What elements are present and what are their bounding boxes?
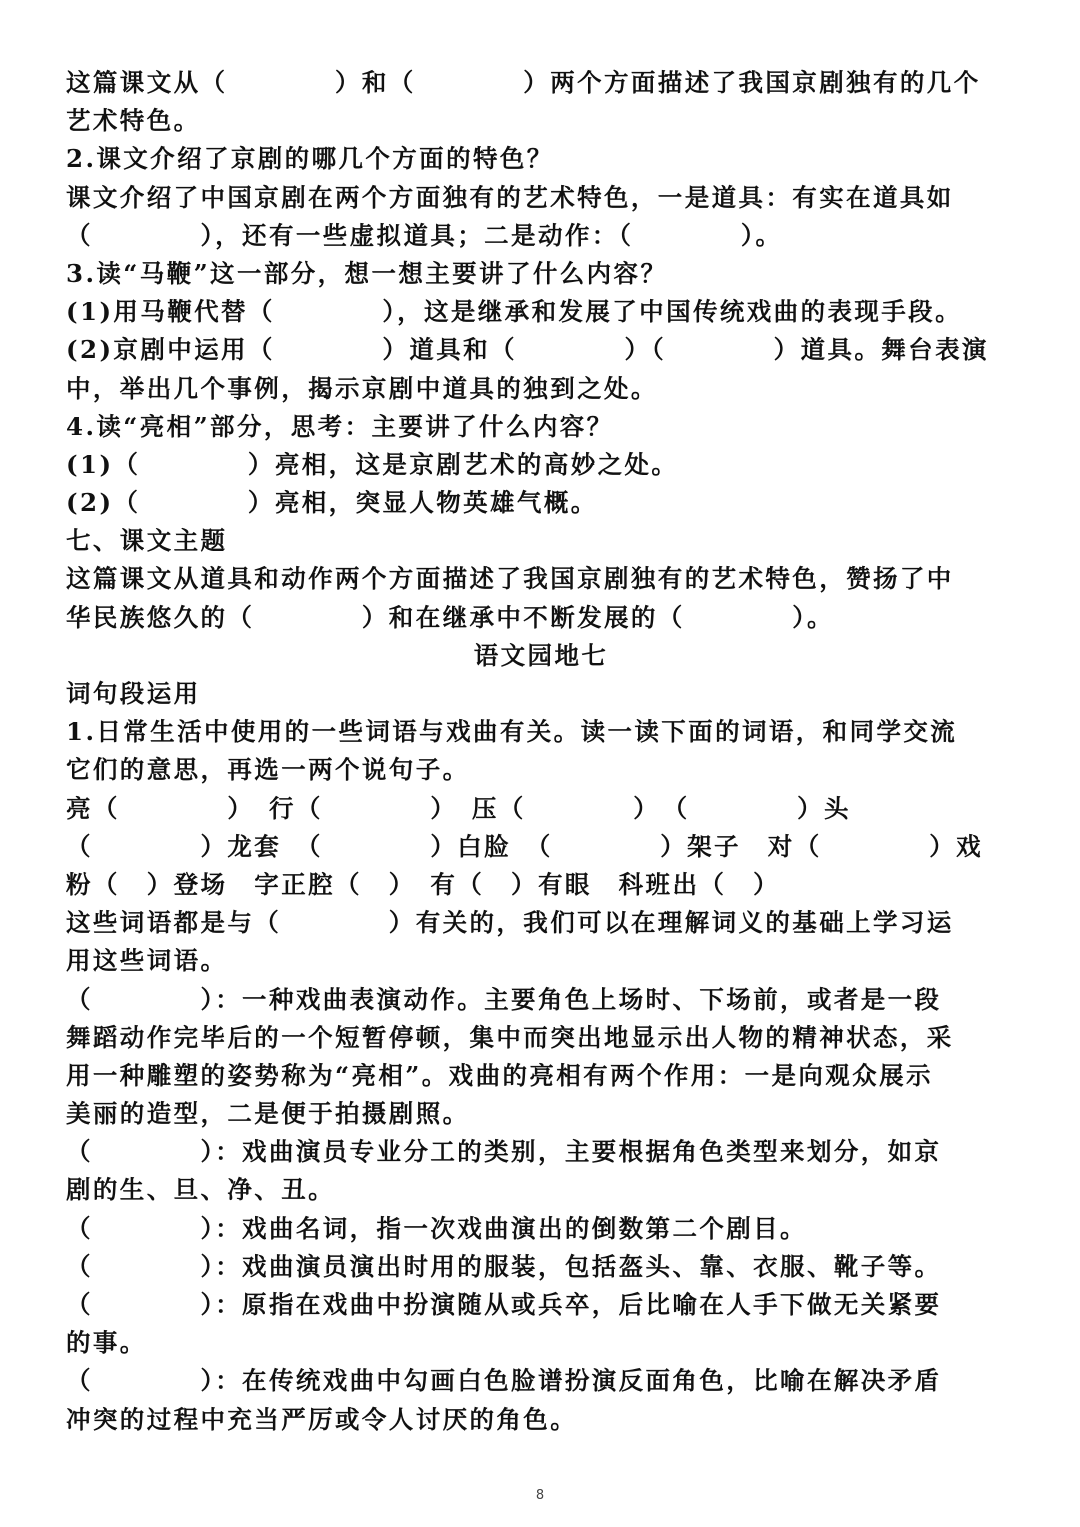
text-line: （ ），还有一些虚拟道具；二是动作：（ ）。 [66,220,783,250]
text-line: 这篇课文从道具和动作两个方面描述了我国京剧独有的艺术特色，赞扬了中 [66,564,954,594]
question-heading: 3.读“马鞭”这一部分，想一想主要讲了什么内容？ [66,258,668,288]
text-line: 剧的生、旦、净、丑。 [66,1175,335,1205]
text-line: (2)京剧中运用（ ）道具和（ ）（ ）道具。舞台表演 [66,335,989,365]
section-heading: 词句段运用 [66,679,201,708]
text-line: 艺术特色。 [66,106,201,136]
definition-line: （ ）：在传统戏曲中勾画白色脸谱扮演反面角色，比喻在解决矛盾 [66,1366,942,1396]
word-row: （ ）龙套 （ ）白脸 （ ）架子 对（ ）戏 [66,831,983,861]
definition-line: （ ）：原指在戏曲中扮演随从或兵卒，后比喻在人手下做无关紧要 [66,1290,942,1319]
text-line: 冲突的过程中充当严厉或令人讨厌的角色。 [66,1404,578,1434]
text-line: (1)用马鞭代替（ ），这是继承和发展了中国传统戏曲的表现手段。 [66,297,962,327]
word-row: 粉（ ）登场 字正腔（ ） 有（ ）有眼 科班出（ ） [66,869,781,899]
text-line: 用一种雕塑的姿势称为“亮相”。戏曲的亮相有两个作用：一是向观众展示 [66,1060,933,1090]
text-line: 这篇课文从（ ）和（ ）两个方面描述了我国京剧独有的几个 [66,68,981,97]
section-heading: 七、课文主题 [66,526,228,556]
question-heading: 2.课文介绍了京剧的哪几个方面的特色？ [66,144,554,174]
text-line: 的事。 [66,1328,147,1358]
text-line: (1)（ ）亮相，这是京剧艺术的高妙之处。 [66,449,679,479]
definition-line: （ ）：一种戏曲表演动作。主要角色上场时、下场前，或者是一段 [66,984,942,1014]
text-line: 华民族悠久的（ ）和在继承中不断发展的（ ）。 [66,602,834,632]
text-line: 中，举出几个事例，揭示京剧中道具的独到之处。 [66,373,658,403]
unit-title: 语文园地七 [473,640,609,670]
text-line: 舞蹈动作完毕后的一个短暂停顿，集中而突出地显示出人物的精神状态，采 [66,1022,954,1052]
text-line: 用这些词语。 [66,946,228,976]
page-number: 8 [535,1488,545,1503]
text-line: 课文介绍了中国京剧在两个方面独有的艺术特色，一是道具：有实在道具如 [66,182,954,212]
definition-line: （ ）：戏曲演员演出时用的服装，包括盔头、靠、衣服、靴子等。 [66,1251,942,1281]
word-row: 亮（ ） 行（ ） 压（ ） （ ）头 [66,793,851,823]
text-line: 这些词语都是与（ ）有关的，我们可以在理解词义的基础上学习运 [66,908,954,938]
question-heading: 1.日常生活中使用的一些词语与戏曲有关。读一读下面的词语，和同学交流 [66,717,958,747]
text-line: 它们的意思，再选一两个说句子。 [66,755,470,785]
worksheet-page [66,64,1016,1439]
definition-line: （ ）：戏曲演员专业分工的类别，主要根据角色类型来划分，如京 [66,1137,942,1167]
question-heading: 4.读“亮相”部分，思考：主要讲了什么内容？ [66,411,614,441]
definition-line: （ ）：戏曲名词，指一次戏曲演出的倒数第二个剧目。 [66,1213,807,1243]
text-line: (2)（ ）亮相，突显人物英雄气概。 [66,488,598,518]
text-line: 美丽的造型，二是便于拍摄剧照。 [66,1099,470,1129]
